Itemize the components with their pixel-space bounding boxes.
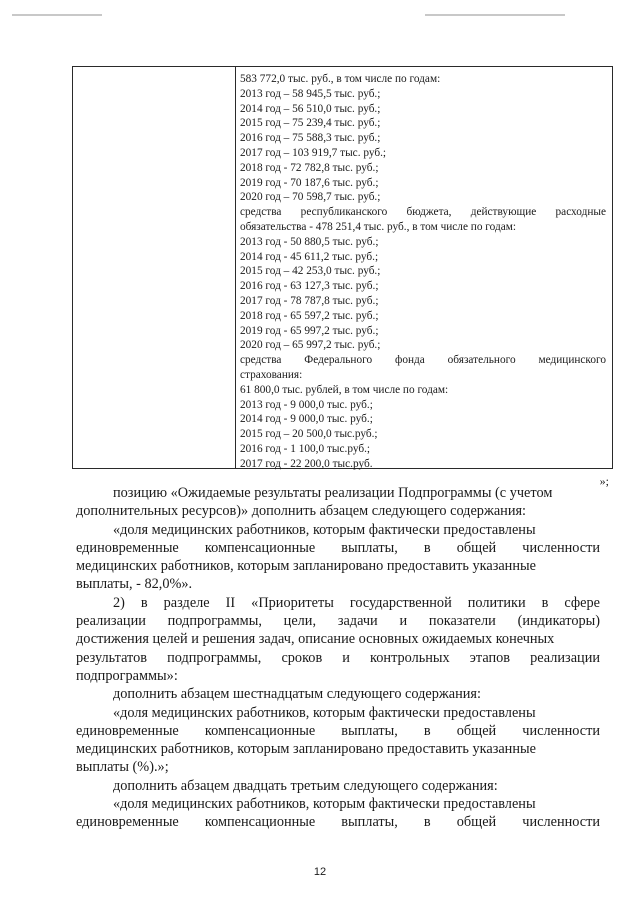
paragraph-line: дополнить абзацем двадцать третьим следующего содержания: bbox=[113, 777, 498, 794]
paragraph-line: медицинских работников, которым запланировано предоставить указанные bbox=[76, 741, 536, 758]
table-line: 2018 год - 72 782,8 тыс. руб.; bbox=[240, 161, 379, 174]
budget-table bbox=[72, 66, 613, 469]
paragraph-line: реализации подпрограммы, цели, задачи и показатели (индикаторы) bbox=[76, 613, 600, 630]
table-column-divider bbox=[235, 67, 236, 468]
paragraph-line: выплаты (%).»; bbox=[76, 759, 169, 776]
paragraph-line: «доля медицинских работников, которым фактически предоставлены bbox=[113, 704, 536, 721]
table-line: 2017 год - 78 787,8 тыс. руб.; bbox=[240, 294, 379, 307]
table-line: 2015 год – 20 500,0 тыс.руб.; bbox=[240, 428, 378, 441]
paragraph-line: выплаты, - 82,0%». bbox=[76, 576, 193, 593]
table-line: страхования: bbox=[240, 368, 303, 381]
table-line: 2014 год - 9 000,0 тыс. руб.; bbox=[240, 413, 373, 426]
table-line: средства республиканского бюджета, действующие расходные bbox=[240, 206, 606, 219]
table-line: 2019 год - 70 187,6 тыс. руб.; bbox=[240, 176, 379, 189]
table-line: 2019 год - 65 997,2 тыс. руб.; bbox=[240, 324, 379, 337]
page-number: 12 bbox=[313, 866, 327, 878]
quote-close-mark: »; bbox=[599, 474, 609, 488]
table-line: 2013 год - 50 880,5 тыс. руб.; bbox=[240, 235, 379, 248]
body-text bbox=[76, 484, 600, 832]
table-line: 2016 год - 63 127,3 тыс. руб.; bbox=[240, 280, 379, 293]
paragraph-line: результатов подпрограммы, сроков и контрольных этапов реализации bbox=[76, 649, 600, 666]
paragraph-line: подпрограммы»: bbox=[76, 667, 178, 684]
paragraph-line: 2) в разделе II «Приоритеты государственной политики в сфере bbox=[113, 594, 600, 611]
paragraph-line: единовременные компенсационные выплаты, в общей численности bbox=[76, 722, 600, 739]
table-line: обязательства - 478 251,4 тыс. руб., в том числе по годам: bbox=[240, 220, 517, 233]
table-line: 2016 год - 1 100,0 тыс.руб.; bbox=[240, 442, 371, 455]
table-line: 2018 год - 65 597,2 тыс. руб.; bbox=[240, 309, 379, 322]
paragraph-line: позицию «Ожидаемые результаты реализации Подпрограммы (с учетом bbox=[113, 485, 553, 501]
paragraph-line: единовременные компенсационные выплаты, в общей численности bbox=[76, 814, 600, 831]
table-line: 2015 год – 75 239,4 тыс. руб.; bbox=[240, 117, 381, 130]
table-right-cell bbox=[240, 72, 606, 472]
table-line: 2014 год – 56 510,0 тыс. руб.; bbox=[240, 102, 381, 115]
table-line: 2016 год – 75 588,3 тыс. руб.; bbox=[240, 132, 381, 145]
paragraph-line: единовременные компенсационные выплаты, в общей численности bbox=[76, 539, 600, 556]
paragraph-line: дополнить абзацем шестнадцатым следующего содержания: bbox=[113, 686, 481, 703]
table-line: 2014 год - 45 611,2 тыс. руб.; bbox=[240, 250, 379, 263]
scan-artifact bbox=[425, 14, 565, 16]
paragraph-line: «доля медицинских работников, которым фактически предоставлены bbox=[113, 521, 536, 538]
scan-artifact bbox=[12, 14, 102, 16]
table-line: 2017 год - 22 200,0 тыс.руб. bbox=[240, 457, 373, 470]
paragraph-line: дополнительных ресурсов)» дополнить абзацем следующего содержания: bbox=[76, 503, 527, 520]
table-line: 2015 год – 42 253,0 тыс. руб.; bbox=[240, 265, 381, 278]
paragraph-line: «доля медицинских работников, которым фактически предоставлены bbox=[113, 796, 536, 813]
table-line: средства Федерального фонда обязательного медицинского bbox=[240, 354, 606, 367]
paragraph-line: достижения целей и решения задач, описание основных ожидаемых конечных bbox=[76, 631, 555, 648]
table-line: 2013 год - 9 000,0 тыс. руб.; bbox=[240, 398, 373, 411]
table-line: 61 800,0 тыс. рублей, в том числе по годам: bbox=[240, 383, 449, 396]
table-line: 2020 год – 70 598,7 тыс. руб.; bbox=[240, 191, 381, 204]
table-line: 583 772,0 тыс. руб., в том числе по годам: bbox=[240, 73, 441, 85]
table-line: 2020 год – 65 997,2 тыс. руб.; bbox=[240, 339, 381, 352]
table-line: 2017 год – 103 919,7 тыс. руб.; bbox=[240, 146, 387, 159]
table-line: 2013 год – 58 945,5 тыс. руб.; bbox=[240, 87, 381, 100]
paragraph-line: медицинских работников, которым запланировано предоставить указанные bbox=[76, 558, 536, 575]
